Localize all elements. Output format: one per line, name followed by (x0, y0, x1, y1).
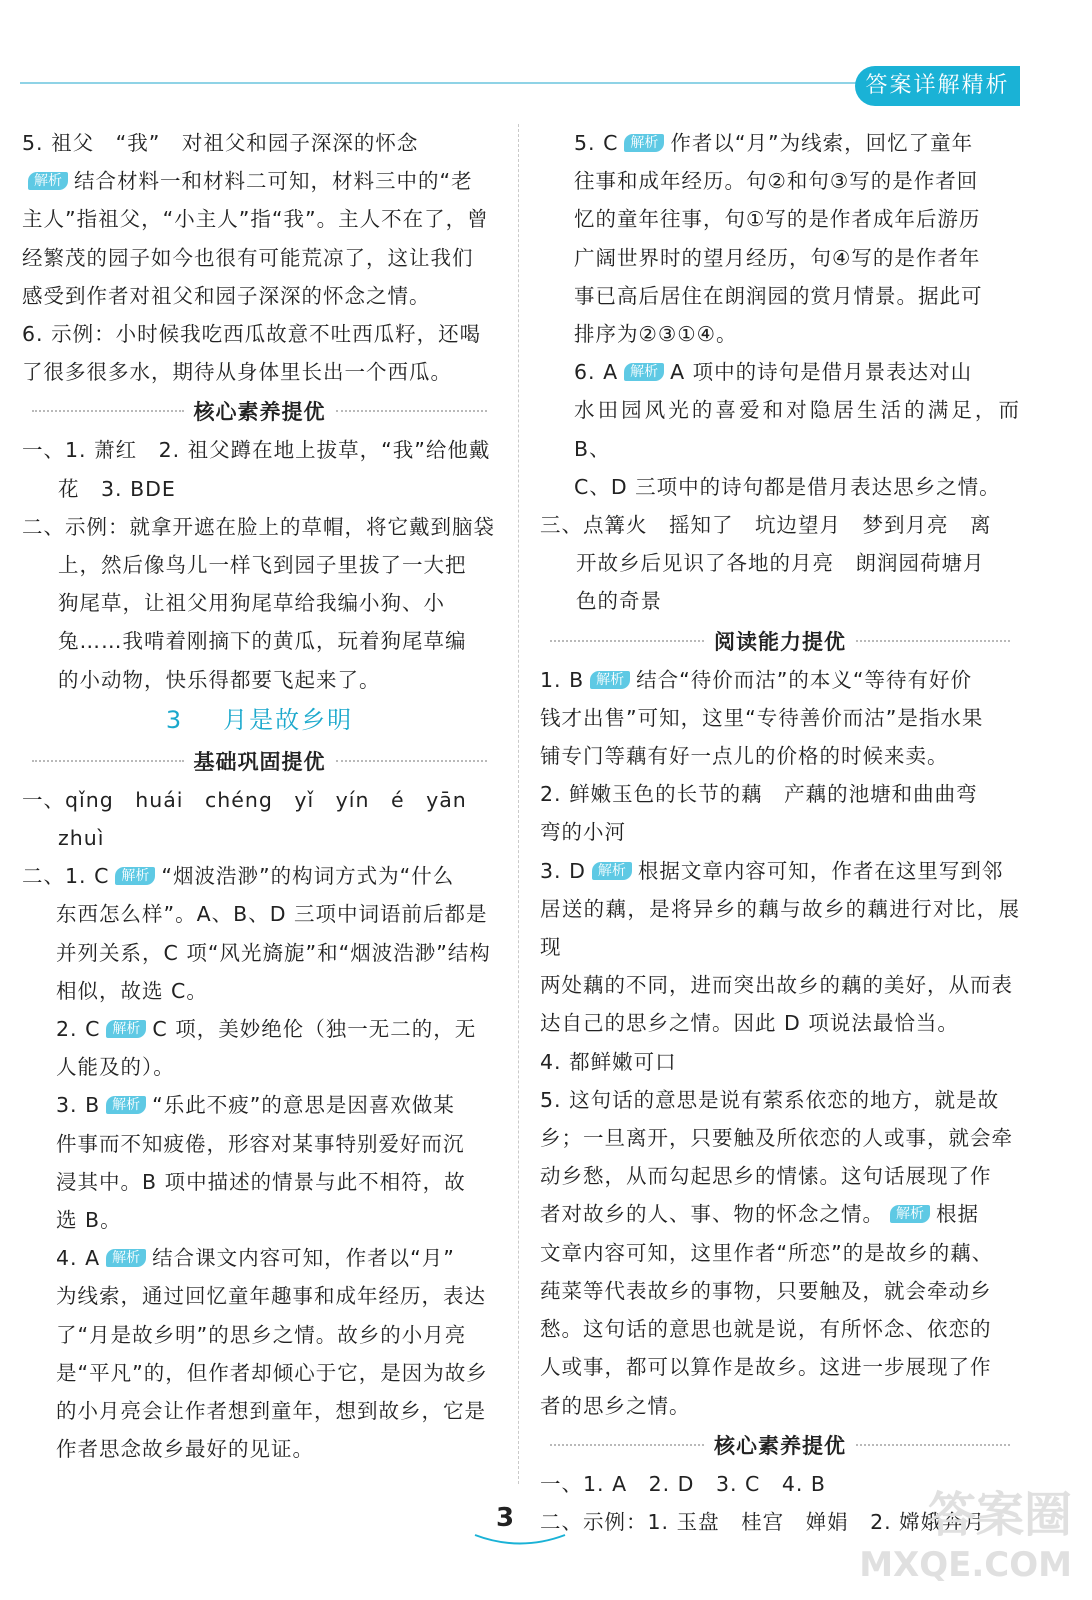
answer-line: 相似，故选 C。 (56, 978, 208, 1003)
left-column (22, 124, 497, 1469)
answer-line: 开故乡后见识了各地的月亮 朗润园荷塘月 (576, 551, 985, 576)
right-column (540, 124, 1020, 1541)
section-heading: 核心素养提优 (22, 391, 497, 431)
answer-line: 二、示例：就拿开遮在脸上的草帽，将它戴到脑袋 (22, 514, 495, 539)
answer-line: 浸其中。B 项中描述的情景与此不相符，故 (56, 1169, 466, 1194)
answer-line: 5. 这句话的意思是说有萦系依恋的地方，就是故 (540, 1087, 1000, 1112)
answer-line: 件事而不知疲倦，形容对某事特别爱好而沉 (56, 1131, 465, 1156)
answer-line: 6. 示例：小时候我吃西瓜故意不吐西瓜籽，还喝 (22, 322, 482, 347)
answer-line: 者对故乡的人、事、物的怀念之情。 解析 根据 (540, 1202, 979, 1227)
answer-line: 钱才出售”可知，这里“专待善价而沽”是指水果 (540, 705, 984, 730)
answer-line: 选 B。 (56, 1208, 122, 1233)
answer-line: 两处藕的不同，进而突出故乡的藕的美好，从而表 (540, 973, 1013, 998)
answer-line: 文章内容可知，这里作者“所恋”的是故乡的藕、 (540, 1240, 994, 1265)
answer-line: 广阔世界时的望月经历，句④写的是作者年 (574, 245, 981, 270)
answer-line: 感受到作者对祖父和园子深深的怀念之情。 (22, 283, 431, 308)
watermark: 答案圈 MXQE.COM (859, 1487, 1072, 1585)
answer-line: 排序为②③①④。 (574, 322, 738, 347)
answer-line: 人或事，都可以算作是故乡。这进一步展现了作 (540, 1355, 992, 1380)
header-rule (20, 82, 870, 84)
header-tab: 答案详解精析 (855, 66, 1020, 106)
answer-line: 4. A 解析 结合课文内容可知，作者以“月” (56, 1246, 455, 1271)
section-heading: 阅读能力提优 (540, 621, 1020, 661)
answer-line: 事已高后居住在朗润园的赏月情景。据此可 (574, 283, 983, 308)
answer-line: 经繁茂的园子如今也很有可能荒凉了，这让我们 (22, 245, 474, 270)
answer-line: 者的思乡之情。 (540, 1393, 691, 1418)
answer-line: 达自己的思乡之情。因此 D 项说法最恰当。 (540, 1011, 959, 1036)
answer-line: 色的奇景 (576, 589, 662, 614)
answer-line: 1. B 解析 结合“待价而沽”的本义“等待有好价 (540, 667, 973, 692)
analysis-tag: 解析 (590, 671, 630, 689)
answer-line: 人能及的）。 (56, 1055, 175, 1080)
answer-line: 动乡愁，从而勾起思乡的情愫。这句话展现了作 (540, 1164, 992, 1189)
answer-line: 弯的小河 (540, 820, 626, 845)
answer-line: 了“月是故乡明”的思乡之情。故乡的小月亮 (56, 1322, 467, 1347)
answer-line: 并列关系，C 项“风光旖旎”和“烟波浩渺”结构 (56, 940, 491, 965)
answer-line: 二、示例：1. 玉盘 桂宫 婵娟 2. 嫦娥奔月 (540, 1509, 986, 1534)
analysis-tag: 解析 (592, 862, 632, 880)
answer-line: 愁。这句话的意思也就是说，有所怀念、依恋的 (540, 1317, 992, 1342)
page-number-swoosh (470, 1530, 570, 1550)
answer-line: 乡；一旦离开，只要触及所依恋的人或事，就会牵 (540, 1126, 1013, 1151)
answer-line: 解析 结合材料一和材料二可知，材料三中的“老 (22, 162, 497, 200)
lesson-title: 3 月是故乡明 (165, 705, 354, 734)
answer-line: zhuì (58, 826, 105, 851)
answer-line: 一、qǐng huái chéng yǐ yín é yān (22, 787, 467, 812)
answer-line: 的小动物，快乐得都要飞起来了。 (58, 667, 381, 692)
answer-line: 居送的藕，是将异乡的藕与故乡的藕进行对比，展现 (540, 896, 1020, 960)
answer-line: 2. 鲜嫩玉色的长节的藕 产藕的池塘和曲曲弯 (540, 782, 978, 807)
answer-line: 5. C 解析 作者以“月”为线索，回忆了童年 (574, 131, 974, 155)
answer-line: 花 3. BDE (58, 476, 176, 501)
answer-line: 作者思念故乡最好的见证。 (56, 1437, 314, 1462)
answer-line: 二、1. C 解析 “烟波浩渺”的构词方式为“什么 (22, 864, 455, 889)
analysis-tag: 解析 (115, 867, 155, 885)
answer-line: 兔……我啃着刚摘下的黄瓜，玩着狗尾草编 (58, 629, 467, 654)
answer-line: 铺专门等藕有好一点儿的价格的时候来卖。 (540, 744, 949, 769)
page-number: 3 (496, 1503, 515, 1533)
answer-line: 一、1. 萧红 2. 祖父蹲在地上拔草，“我”给他戴 (22, 438, 491, 463)
analysis-tag: 解析 (28, 172, 68, 190)
answer-line: 上，然后像鸟儿一样飞到园子里拔了一大把 (58, 553, 467, 578)
column-divider (518, 124, 519, 1484)
analysis-tag: 解析 (106, 1096, 146, 1114)
section-heading: 核心素养提优 (540, 1425, 1020, 1465)
answer-line: 的小月亮会让作者想到童年，想到故乡，它是 (56, 1399, 486, 1424)
answer-line: 主人”指祖父，“小主人”指“我”。主人不在了，曾 (22, 207, 489, 232)
answer-line: 6. A 解析 A 项中的诗句是借月景表达对山 (574, 360, 973, 385)
answer-line: 4. 都鲜嫩可口 (540, 1049, 677, 1074)
answer-line: C、D 三项中的诗句都是借月表达思乡之情。 (574, 474, 1001, 499)
answer-line: 为线索，通过回忆童年趣事和成年经历，表达 (56, 1284, 486, 1309)
section-heading: 基础巩固提优 (22, 741, 497, 781)
answer-line: 往事和成年经历。句②和句③写的是作者回 (574, 169, 979, 194)
answer-line: 3. B 解析 “乐此不疲”的意思是因喜欢做某 (56, 1093, 455, 1118)
answer-line: 了很多很多水，期待从身体里长出一个西瓜。 (22, 360, 452, 385)
answer-line: 狗尾草，让祖父用狗尾草给我编小狗、小 (58, 591, 445, 616)
answer-line: 莼菜等代表故乡的事物，只要触及，就会牵动乡 (540, 1278, 992, 1303)
analysis-tag: 解析 (890, 1205, 930, 1223)
analysis-tag: 解析 (106, 1020, 146, 1038)
answer-line: 三、点篝火 摇知了 坑边望月 梦到月亮 离 (540, 513, 992, 538)
answer-line: 忆的童年往事，句①写的是作者成年后游历 (574, 207, 981, 232)
analysis-tag: 解析 (624, 363, 664, 381)
answer-line: 2. C 解析 C 项，美妙绝伦（独一无二的，无 (56, 1017, 477, 1042)
answer-line: 水田园风光的喜爱和对隐居生活的满足，而 B、 (574, 398, 1020, 461)
answer-line: 3. D 解析 根据文章内容可知，作者在这里写到邻 (540, 858, 1004, 883)
answer-line: 东西怎么样”。A、B、D 三项中词语前后都是 (56, 902, 488, 927)
answer-line: 5. 祖父 “我” 对祖父和园子深深的怀念 (22, 131, 419, 155)
answer-line: 一、1. A 2. D 3. C 4. B (540, 1471, 826, 1496)
analysis-tag: 解析 (106, 1249, 146, 1267)
analysis-tag: 解析 (624, 134, 664, 152)
answer-line: 是“平凡”的，但作者却倾心于它，是因为故乡 (56, 1360, 488, 1385)
